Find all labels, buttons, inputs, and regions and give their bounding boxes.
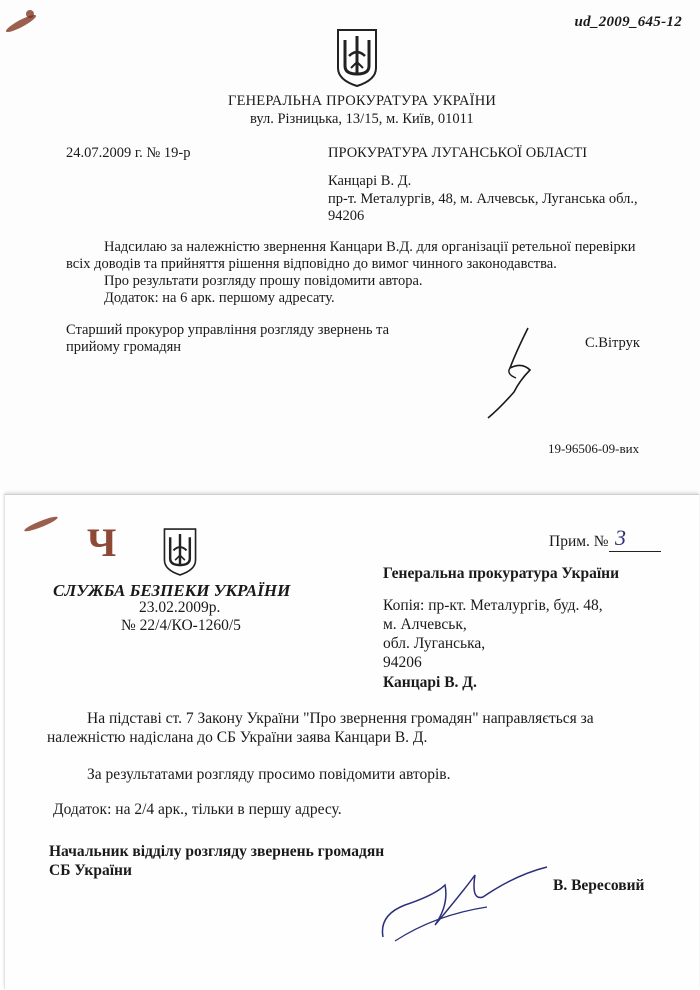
recipient-org: ПРОКУРАТУРА ЛУГАНСЬКОЇ ОБЛАСТІ <box>328 145 588 161</box>
signer-name: В. Вересовий <box>553 877 645 894</box>
trident-emblem-icon <box>162 527 198 577</box>
signer-title: Начальник відділу розгляду звернень громадян <box>49 843 385 860</box>
signature-icon <box>470 322 560 422</box>
org-title: СЛУЖБА БЕЗПЕКИ УКРАЇНИ <box>53 581 291 600</box>
stain-mark <box>23 514 59 533</box>
org-address: вул. Різницька, 13/15, м. Київ, 01011 <box>250 111 474 127</box>
body-line: На підставі ст. 7 Закону України "Про звернення громадян" направляється за <box>87 710 594 727</box>
copy-person: Канцарі В. Д. <box>383 674 477 691</box>
copy-number-underline <box>609 551 661 552</box>
org-title: ГЕНЕРАЛЬНА ПРОКУРАТУРА УКРАЇНИ <box>228 93 497 109</box>
body-line: Надсилаю за належністю звернення Канцари В.Д. для організації ретельної перевірки <box>104 239 636 255</box>
stain-mark <box>26 10 34 18</box>
body-line: Про результати розгляду прошу повідомити автора. <box>104 273 423 289</box>
signer-title: прийому громадян <box>66 339 182 355</box>
signer-name: С.Вітрук <box>585 335 640 351</box>
signer-title: Старший прокурор управління розгляду звернень та <box>66 322 390 338</box>
person-postcode: 94206 <box>328 208 365 224</box>
body-line: належністю надіслана до СБ України заява Канцари В. Д. <box>47 729 428 746</box>
copy-address-line: Копія: пр-кт. Металургів, буд. 48, <box>383 597 603 614</box>
stamp-letter: Ч <box>87 520 117 565</box>
copy-number: 3 <box>615 525 626 550</box>
attachment-note: Додаток: на 6 арк. першому адресату. <box>104 290 335 306</box>
document-id: ud_2009_645-12 <box>574 14 682 30</box>
recipient-org: Генеральна прокуратура України <box>383 565 620 582</box>
letter-general-prosecutor <box>0 0 700 490</box>
person-address-line: пр-т. Металургів, 48, м. Алчевськ, Луганська обл., <box>328 191 638 207</box>
copy-address-line: обл. Луганська, <box>383 635 486 652</box>
attachment-note: Додаток: на 2/4 арк., тільки в першу адресу. <box>53 801 342 818</box>
copy-address-line: м. Алчевськ, <box>383 616 467 633</box>
copy-label: Прим. № <box>549 533 609 550</box>
copy-postcode: 94206 <box>383 654 422 671</box>
signature-icon <box>375 845 555 945</box>
letter-number: № 22/4/КО-1260/5 <box>121 617 241 634</box>
letter-date: 23.02.2009р. <box>139 599 221 616</box>
outgoing-number: 19-96506-09-вих <box>548 441 640 456</box>
trident-emblem-icon <box>335 28 379 88</box>
body-line: За результатами розгляду просимо повідомити авторів. <box>87 766 451 783</box>
body-line: всіх доводів та прийняття рішення відповідно до вимог чинного законодавства. <box>66 256 557 272</box>
letter-security-service <box>4 494 699 989</box>
date-number: 24.07.2009 г. № 19-р <box>66 145 191 161</box>
signer-title: СБ України <box>49 862 132 879</box>
person-name: Канцарі В. Д. <box>328 173 412 189</box>
